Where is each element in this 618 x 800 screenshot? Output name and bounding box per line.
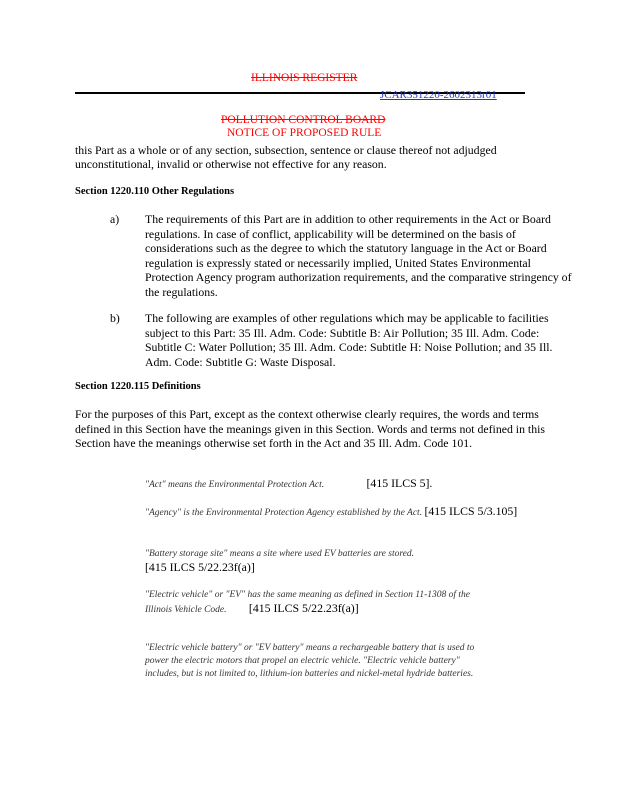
definition-electric-vehicle: "Electric vehicle" or "EV" has the same meaning as defined in Section 11-1308 of the Illinois Vehicle Code. [415 ILCS 5/22.23f(a)] xyxy=(145,590,470,615)
item-a-label: a) xyxy=(110,212,120,226)
definition-act: "Act" means the Environmental Protection Act. [415 ILCS 5]. xyxy=(145,476,433,490)
intro-line-2: unconstitutional, invalid or otherwise not effective for any reason. xyxy=(75,157,387,171)
intro-line-1: this Part as a whole or of any section, subsection, sentence or clause thereof not adjudged xyxy=(75,143,497,157)
board-name: POLLUTION CONTROL BOARD xyxy=(221,114,386,126)
notice-title: NOTICE OF PROPOSED RULE xyxy=(227,127,382,139)
definition-battery-storage-site: "Battery storage site" means a site where used EV batteries are stored. [415 ILCS 5/22.23f(a)] xyxy=(145,549,415,574)
definition-agency: "Agency" is the Environmental Protection Agency established by the Act. [415 ILCS 5/3.105] xyxy=(145,504,518,518)
section-heading-1220-115: Section 1220.115 Definitions xyxy=(75,381,201,392)
section-heading-1220-110: Section 1220.110 Other Regulations xyxy=(75,186,235,197)
item-a-text: The requirements of this Part are in addition to other requirements in the Act or Board regulations. In case of conflict, applicability will be determined on the basis of considerations such as the degree to which the statutory language in the Act or Board regulation is expressly stated or necessarily implied, United States Environmental Protection Agency program authorization requirements, and the comparative stringency of the regulations. xyxy=(145,212,572,299)
jcar-code: JCAR351220-2602313r01 xyxy=(380,89,497,101)
register-title: ILLINOIS REGISTER xyxy=(251,72,358,84)
definition-ev-battery: "Electric vehicle battery" or "EV battery" means a rechargeable battery that is used to power the electric motors that propel an electric vehicle. "Electric vehicle battery" includes, but is not limited to, lithium-ion batteries and nickel-metal hydride batteries. xyxy=(145,643,475,679)
item-b-label: b) xyxy=(110,311,120,325)
definitions-intro: For the purposes of this Part, except as the context otherwise clearly requires, the words and terms defined in this Section have the meanings given in this Section. Words and terms not defined in this Section have the meanings otherwise set forth in the Act and 35 Ill. Adm. Code 101. xyxy=(75,407,545,451)
item-b-text: The following are examples of other regulations which may be applicable to facilities subject to this Part: 35 Ill. Adm. Code: Subtitle B: Air Pollution; 35 Ill. Adm. Code: Subtitle C: Water Pollution; 35 Ill. Adm. Code: Subtitle H: Noise Pollution; and 35 Ill. Adm. Code: Subtitle G: Waste Disposal. xyxy=(145,311,553,369)
